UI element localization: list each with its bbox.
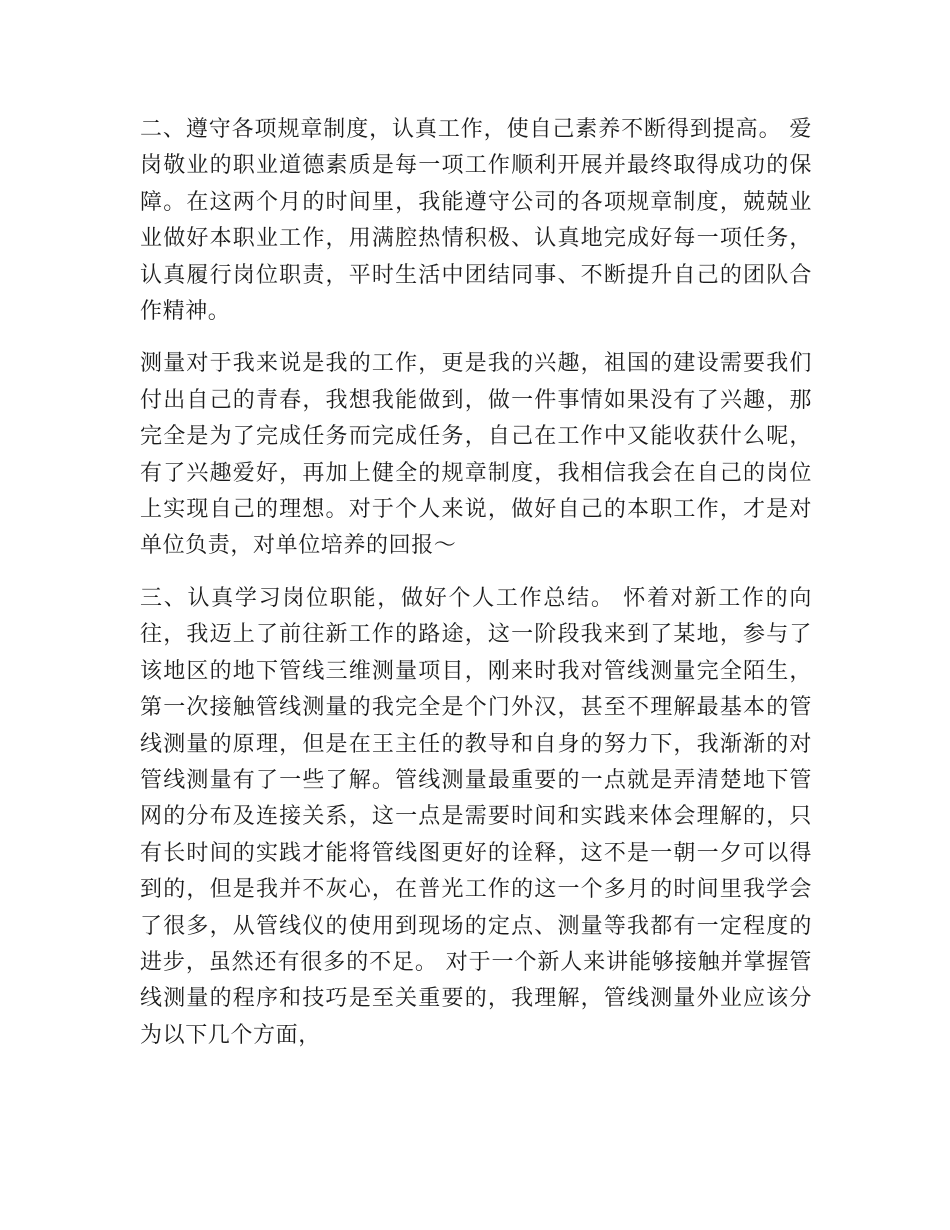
document-page <box>140 112 812 1070</box>
paragraph-learning: 三、认真学习岗位职能，做好个人工作总结。 怀着对新工作的向往，我迈上了前往新工作的路途，这一阶段我来到了某地，参与了该地区的地下管线三维测量项目，刚来时我对管线测量完全陌生，第一次接触管线测量的我完全是个门外汉，甚至不理解最基本的管线测量的原理，但是在王主任的教导和自身的努力下，我渐渐的对管线测量有了一些了解。管线测量最重要的一点就是弄清楚地下管网的分布及连接关系，这一点是需要时间和实践来体会理解的，只有长时间的实践才能将管线图更好的诠释，这不是一朝一夕可以得到的，但是我并不灰心，在普光工作的这一个多月的时间里我学会了很多，从管线仪的使用到现场的定点、测量等我都有一定程度的进步，虽然还有很多的不足。 对于一个新人来讲能够接触并掌握管线测量的程序和技巧是至关重要的，我理解，管线测量外业应该分为以下几个方面， <box>140 585 812 1048</box>
paragraph-interest: 测量对于我来说是我的工作，更是我的兴趣，祖国的建设需要我们付出自己的青春，我想我能做到，做一件事情如果没有了兴趣，那完全是为了完成任务而完成任务，自己在工作中又能收获什么呢，有了兴趣爱好，再加上健全的规章制度，我相信我会在自己的岗位上实现自己的理想。对于个人来说，做好自己的本职工作，才是对单位负责，对单位培养的回报～ <box>140 351 812 559</box>
paragraph-rules: 二、遵守各项规章制度，认真工作，使自己素养不断得到提高。 爱岗敬业的职业道德素质是每一项工作顺利开展并最终取得成功的保障。在这两个月的时间里，我能遵守公司的各项规章制度，兢兢业业做好本职业工作，用满腔热情积极、认真地完成好每一项任务，认真履行岗位职责，平时生活中团结同事、不断提升自己的团队合作精神。 <box>140 117 812 325</box>
